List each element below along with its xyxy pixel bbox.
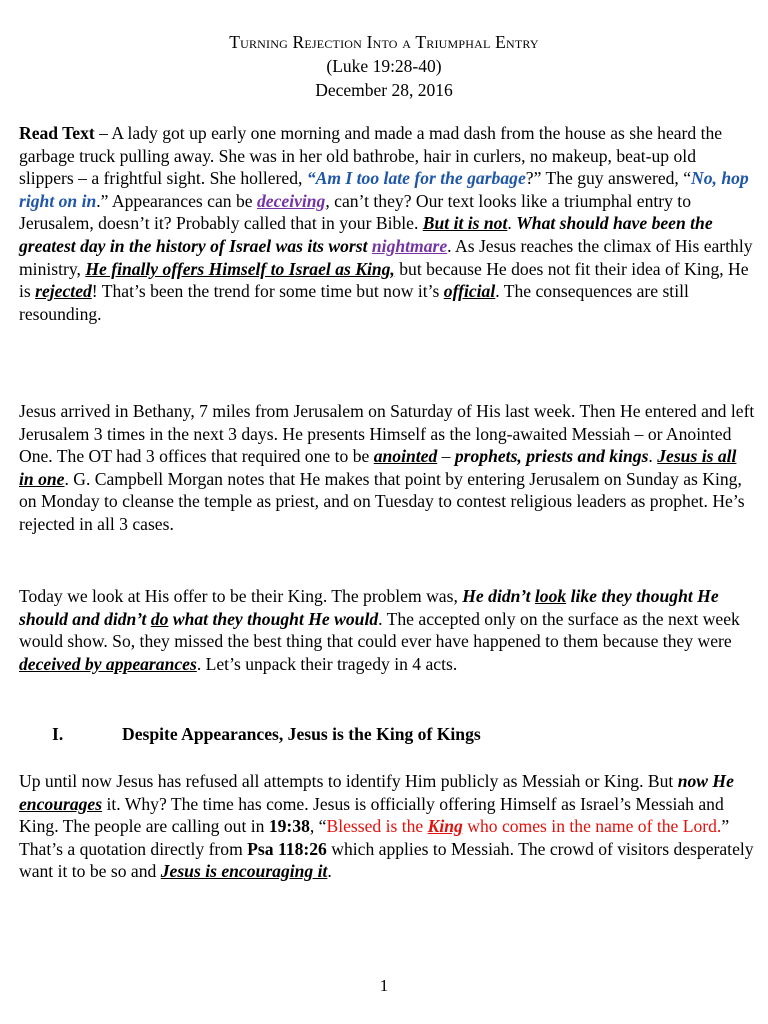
text-run: .” Appearances can be bbox=[96, 190, 257, 211]
emphasis-didnt: He didn’t bbox=[462, 586, 535, 606]
text-run: . G. Campbell Morgan notes that He makes that point by entering Jerusalem on Sunday as King, on Monday to cleanse the temple as priest, and on Tuesday to contest religious leaders as prophet. He’s rejected in all 3 cases. bbox=[19, 468, 745, 534]
emphasis-but-it-is-not: But it is not bbox=[422, 213, 508, 234]
text-run: which applies to Messiah. The crowd of visitors desperately want it to be so and bbox=[19, 838, 754, 882]
emphasis-now-he: now He bbox=[677, 771, 734, 791]
text-run: it. Why? The time has come. Jesus is officially offering Himself as Israel’s Messiah and King. The people are calling out in bbox=[19, 793, 724, 837]
emphasis-offers-himself: He finally offers Himself to Israel as King, bbox=[85, 258, 395, 279]
paragraph-bethany bbox=[19, 400, 755, 536]
emphasis-anointed: anointed bbox=[373, 446, 438, 467]
text-run: but because He does not fit their idea of King, He is bbox=[19, 258, 749, 302]
section-number: I. bbox=[52, 724, 64, 744]
text-run: . As Jesus reaches the climax of His earthly ministry, bbox=[19, 235, 753, 279]
quote-garbage-man: No, hop right on in bbox=[19, 168, 749, 211]
scripture-quote: who comes in the name of the Lord. bbox=[462, 816, 722, 837]
section-heading-1 bbox=[52, 722, 481, 746]
emphasis-all-in-one: Jesus is all in one bbox=[19, 446, 737, 489]
quote-lady: “Am I too late for the garbage bbox=[306, 168, 526, 189]
emphasis-jesus-encouraging: Jesus is encouraging it bbox=[160, 861, 328, 882]
text-run: . Let’s unpack their tragedy in 4 acts. bbox=[196, 653, 458, 674]
emphasis-like-they-thought: like they thought He should and didn’t bbox=[19, 586, 719, 629]
text-run: . The consequences are still resounding. bbox=[19, 281, 689, 324]
text-run: – bbox=[437, 446, 455, 467]
sermon-date: December 28, 2016 bbox=[315, 80, 453, 100]
text-run: . bbox=[327, 861, 332, 882]
emphasis-nightmare: nightmare bbox=[371, 235, 448, 256]
sermon-title: Turning Rejection Into a Triumphal Entry bbox=[229, 32, 539, 52]
text-run: ” That’s a quotation directly from bbox=[19, 816, 730, 859]
text-run: Jesus arrived in Bethany, 7 miles from Jerusalem on Saturday of His last week. Then He entered and left Jerusalem 3 times in the next 3 days. He presents Himself as the long-awaited Messiah – or Anointed One. The OT had 3 offices that required one to be bbox=[19, 401, 755, 467]
scripture-reference: (Luke 19:28-40) bbox=[326, 56, 442, 76]
text-run: . The accepted only on the surface as the next week would show. So, they missed the best thing that could ever have happened to them because they were bbox=[19, 608, 740, 652]
text-run: , can’t they? Our text looks like a triumphal entry to Jerusalem, doesn’t it? Probably called that in your Bible. bbox=[19, 190, 691, 234]
text-run: . bbox=[648, 446, 658, 467]
text-run: , “ bbox=[309, 816, 327, 837]
paragraph-offer bbox=[19, 585, 755, 675]
emphasis-rejected: rejected bbox=[35, 281, 92, 302]
section-heading-text: Despite Appearances, Jesus is the King of Kings bbox=[122, 724, 481, 744]
text-run: . bbox=[507, 213, 517, 234]
scripture-quote: Blessed is the bbox=[326, 816, 428, 837]
emphasis-what-they-thought: what they thought He would bbox=[168, 608, 379, 629]
paragraph-king bbox=[19, 770, 755, 883]
emphasis-deceiving: deceiving bbox=[256, 190, 326, 211]
page-number: 1 bbox=[379, 976, 389, 995]
paragraph-intro bbox=[19, 122, 755, 325]
emphasis-three-offices: prophets, priests and kings bbox=[454, 446, 649, 467]
text-run: Up until now Jesus has refused all attempts to identify Him publicly as Messiah or King. But bbox=[19, 771, 678, 791]
text-run: Today we look at His offer to be their King. The problem was, bbox=[19, 586, 463, 606]
emphasis-greatest-day: What should have been the greatest day in the history of Israel was its worst bbox=[19, 213, 713, 256]
emphasis-deceived-by-appearances: deceived by appearances bbox=[19, 653, 197, 674]
emphasis-official: official bbox=[443, 281, 496, 302]
text-run: ?” The guy answered, “ bbox=[525, 168, 692, 189]
text-run: ! That’s been the trend for some time but now it’s bbox=[91, 281, 444, 302]
emphasis-king: King bbox=[427, 816, 463, 837]
psalm-reference: Psa 118:26 bbox=[247, 838, 327, 859]
text-run: – A lady got up early one morning and made a mad dash from the house as she heard the garbage truck pulling away. She was in her old bathrobe, hair in curlers, no makeup, beat-up old slippers – a frightful sight. She hollered, bbox=[19, 123, 723, 189]
emphasis-look: look bbox=[534, 586, 567, 606]
read-text-label: Read Text bbox=[19, 123, 95, 143]
emphasis-do: do bbox=[150, 608, 169, 629]
verse-reference: 19:38 bbox=[268, 816, 310, 837]
emphasis-encourages: encourages bbox=[19, 793, 103, 814]
sermon-header bbox=[0, 30, 768, 102]
